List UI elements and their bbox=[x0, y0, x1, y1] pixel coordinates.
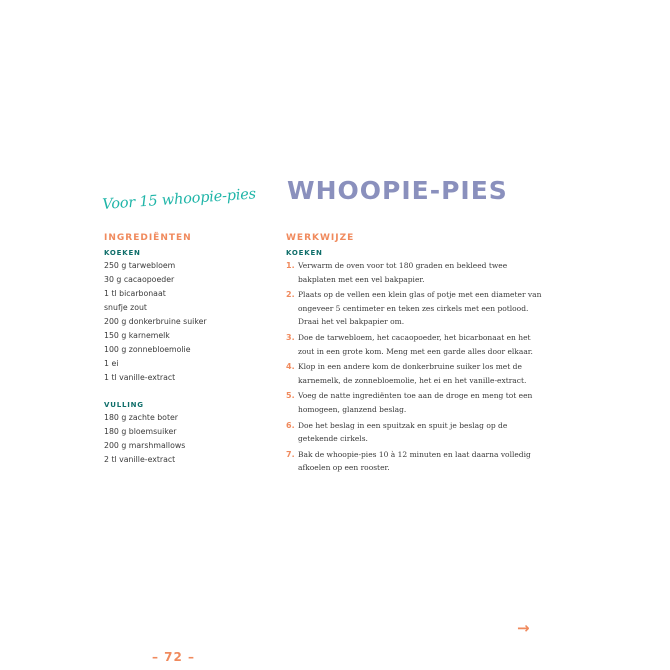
list-item: 30 g cacaopoeder bbox=[104, 275, 175, 284]
step-1 bbox=[286, 259, 546, 286]
step-text: Verwarm de oven voor tot 180 graden en bekleed twee bakplaten met een vel bakpapier. bbox=[298, 261, 508, 284]
step-number: 1. bbox=[286, 261, 295, 270]
ingredients-heading: INGREDIËNTEN bbox=[104, 233, 192, 243]
ingredients-koeken-label: KOEKEN bbox=[104, 249, 141, 257]
list-item: 180 g zachte boter bbox=[104, 413, 178, 422]
step-5 bbox=[286, 389, 546, 416]
step-number: 5. bbox=[286, 391, 295, 401]
step-text: Bak de whoopie-pies 10 à 12 minuten en laat daarna volledig afkoelen op een rooster. bbox=[298, 449, 531, 473]
servings-note: Voor 15 whoopie-pies bbox=[101, 186, 257, 213]
list-item: 250 g tarwebloem bbox=[104, 261, 176, 270]
step-number: 6. bbox=[286, 420, 295, 430]
list-item: 180 g bloemsuiker bbox=[104, 427, 177, 436]
next-page-arrow-icon: → bbox=[517, 619, 530, 637]
step-4 bbox=[286, 360, 546, 387]
step-number: 2. bbox=[286, 290, 295, 300]
method-steps bbox=[286, 259, 546, 477]
method-heading: WERKWIJZE bbox=[286, 233, 355, 243]
list-item: 2 tl vanille-extract bbox=[104, 455, 176, 464]
list-item: 1 tl bicarbonaat bbox=[104, 289, 166, 298]
list-item: 200 g donkerbruine suiker bbox=[104, 317, 207, 326]
ingredients-vulling-list bbox=[104, 411, 185, 467]
step-2 bbox=[286, 288, 546, 329]
ingredients-koeken-list bbox=[104, 259, 207, 385]
step-number: 4. bbox=[286, 362, 295, 372]
list-item: 1 ei bbox=[104, 359, 119, 368]
step-text: Klop in een andere kom de donkerbruine suiker los met de karnemelk, de zonnebloemolie, het ei en het vanille-extract. bbox=[298, 362, 527, 385]
page-number: – 72 – bbox=[152, 650, 196, 664]
ingredients-vulling-label: VULLING bbox=[104, 401, 144, 409]
step-number: 3. bbox=[286, 332, 295, 342]
step-text: Doe de tarwebloem, het cacaopoeder, het bicarbonaat en het zout in een grote kom. Meng met een garde alles door elkaar. bbox=[298, 332, 533, 356]
step-3 bbox=[286, 331, 546, 358]
list-item: 200 g marshmallows bbox=[104, 441, 186, 450]
step-7 bbox=[286, 448, 546, 475]
step-number: 7. bbox=[286, 449, 295, 459]
list-item: 100 g zonnebloemolie bbox=[104, 345, 191, 354]
step-text: Voeg de natte ingrediënten toe aan de droge en meng tot een homogeen, glanzend beslag. bbox=[298, 391, 533, 414]
method-koeken-label: KOEKEN bbox=[286, 249, 323, 257]
list-item: 1 tl vanille-extract bbox=[104, 373, 176, 382]
list-item: snufje zout bbox=[104, 303, 147, 312]
list-item: 150 g karnemelk bbox=[104, 331, 170, 340]
step-text: Plaats op de vellen een klein glas of potje met een diameter van ongeveer 5 centimeter en teken zes cirkels met een potlood. Draai het vel bakpapier om. bbox=[298, 290, 542, 327]
step-text: Doe het beslag in een spuitzak en spuit je beslag op de getekende cirkels. bbox=[298, 420, 508, 444]
step-6 bbox=[286, 419, 546, 446]
recipe-title: WHOOPIE-PIES bbox=[287, 176, 508, 205]
